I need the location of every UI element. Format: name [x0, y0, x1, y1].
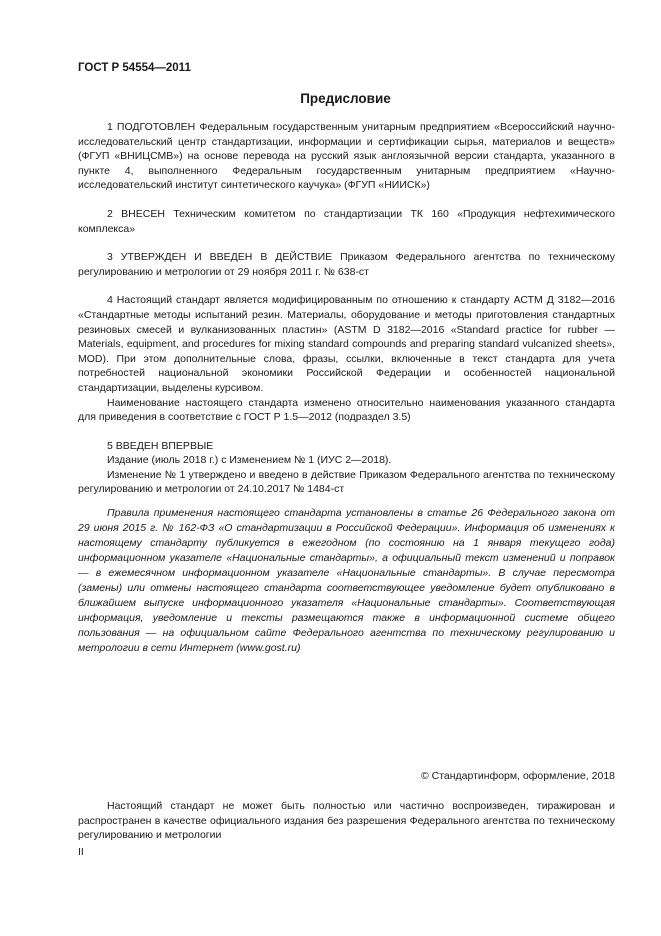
- foreword-item-2: [78, 207, 615, 236]
- paragraph: 1 ПОДГОТОВЛЕН Федеральным государственным унитарным предприятием «Всероссийский научно-исследовательский центр стандартизации, информации и сертификации сырья, материалов и веществ» (ФГУП «ВНИЦСМВ») на основе перевода на русский язык англоязычной версии стандарта, указанного в пункте 4, выполненного Федеральным государственным унитарным предприятием «Научно-исследовательский институт синтетического каучука» (ФГУП «НИИСК»): [78, 121, 615, 192]
- rights-statement: Настоящий стандарт не может быть полностью или частично воспроизведен, тиражирован и распространен в качестве официального издания без разрешения Федерального агентства по техническому регулированию и метрологии: [78, 800, 615, 842]
- foreword-item-5: [78, 439, 615, 497]
- document-id: ГОСТ Р 54554—2011: [78, 62, 191, 74]
- paragraph: Изменение № 1 утверждено и введено в действие Приказом Федерального агентства по техническому регулированию и метрологии от 24.10.2017 № 1484-ст: [78, 468, 615, 496]
- foreword-item-1: [78, 120, 615, 193]
- paragraph: Издание (июль 2018 г.) с Изменением № 1 (ИУС 2—2018).: [107, 454, 392, 467]
- copyright: © Стандартинформ, оформление, 2018: [420, 770, 615, 782]
- page-number: II: [78, 846, 84, 858]
- paragraph: 2 ВНЕСЕН Техническим комитетом по стандартизации ТК 160 «Продукция нефтехимического комплекса»: [78, 207, 615, 235]
- foreword-item-3: [78, 250, 615, 279]
- paragraph: 4 Настоящий стандарт является модифицированным по отношению к стандарту АСТМ Д 3182—2016 «Стандартные методы испытаний резин. Материалы, оборудование и методы приготовления стандартных резиновых смесей и вулканизованных пластин» (ASTM D 3182—2016 «Standard practice for rubber — Materials, equipment, and procedures for mixing standard compounds and preparing standard vulcanized sheets», MOD). При этом дополнительные слова, фразы, ссылки, включенные в текст стандарта для учета потребностей национальной экономики Российской Федерации и особенностей национальной стандартизации, выделены курсивом.: [78, 294, 615, 394]
- foreword-item-4: [78, 293, 615, 424]
- standard-usage-notice: Правила применения настоящего стандарта установлены в статье 26 Федерального закона от 29 июня 2015 г. № 162-ФЗ «О стандартизации в Российской Федерации». Информация об изменениях к настоящему стандарту публикуется в ежегодном (по состоянию на 1 января текущего года) информационном указателе «Национальные стандарты», а официальный текст изменений и поправок — в ежемесячном информационном указателе «Национальные стандарты». В случае пересмотра (замены) или отмены настоящего стандарта соответствующее уведомление будет опубликовано в ближайшем выпуске информационного указателя «Национальные стандарты». Соответствующая информация, уведомление и тексты размещаются также в информационной системе общего пользования — на официальном сайте Федерального агентства по техническому регулированию и метрологии в сети Интернет (www.gost.ru): [78, 507, 615, 654]
- paragraph: 3 УТВЕРЖДЕН И ВВЕДЕН В ДЕЙСТВИЕ Приказом Федерального агентства по техническому регулированию и метрологии от 29 ноября 2011 г. № 638-ст: [78, 251, 615, 278]
- paragraph: 5 ВВЕДЕН ВПЕРВЫЕ: [107, 439, 214, 452]
- foreword-body: [78, 120, 615, 511]
- paragraph: Наименование настоящего стандарта изменено относительно наименования указанного стандарта для приведения в соответствие с ГОСТ Р 1.5—2012 (подраздел 3.5): [78, 396, 615, 424]
- page-title: Предисловие: [300, 91, 391, 106]
